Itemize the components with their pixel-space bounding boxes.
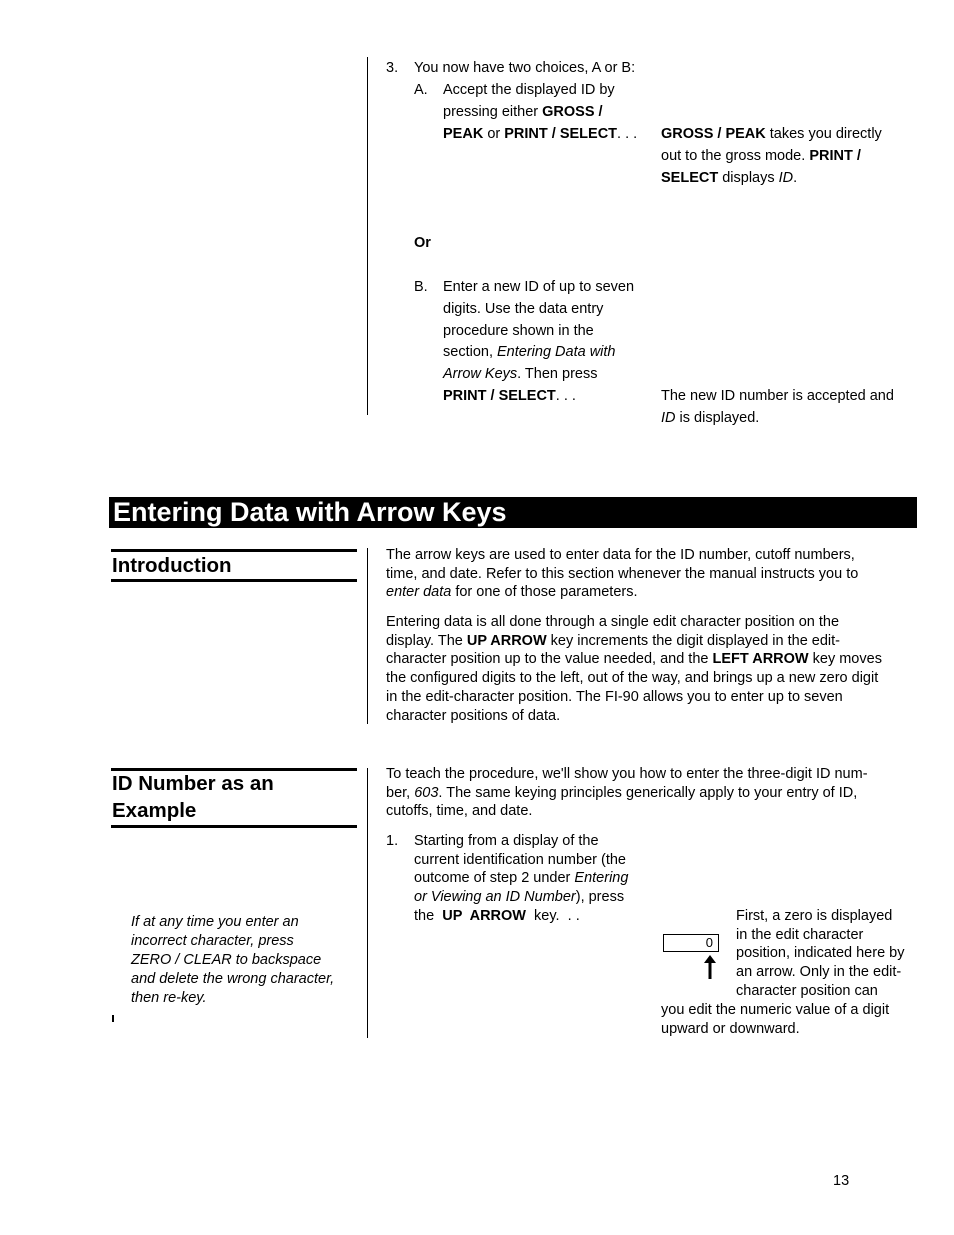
choice-b-line-3: procedure shown in the [443, 322, 594, 339]
step-1-text [414, 832, 654, 926]
step-1-result-line-2: in the edit character [736, 926, 864, 943]
step-1-result [736, 907, 936, 1001]
step-1-line-5: the UP ARROW key. . . [414, 907, 580, 924]
choice-a-line-2: pressing either GROSS / [443, 103, 603, 120]
side-note-line-1: If at any time you enter an [131, 914, 299, 930]
intro-p2-line-4: the configured digits to the left, out of the way, and brings up a new zero digit [386, 670, 879, 687]
step-1-result-line-6: you edit the numeric value of a digit [661, 1002, 890, 1018]
or-label: Or [414, 235, 431, 251]
step-1-result-line-7: upward or downward. [661, 1020, 800, 1037]
step-1-line-1: Starting from a display of the [414, 833, 599, 849]
side-note-line-3: ZERO / CLEAR to backspace [131, 952, 322, 968]
choice-b-line-5: Arrow Keys. Then press [443, 366, 598, 383]
step-1-result-continued [661, 1001, 931, 1038]
example-paragraph [386, 765, 926, 821]
example-line-2: ber, 603. The same keying principles generically apply to your entry of ID, [386, 784, 858, 801]
edit-position-arrow-icon [704, 955, 716, 979]
column-rule-example [367, 768, 368, 1038]
intro-heading-rule-bottom [111, 579, 357, 582]
intro-paragraph-1 [386, 546, 926, 602]
step-3-number: 3. [386, 60, 399, 76]
choice-a-line-3: PEAK or PRINT / SELECT. . . [443, 125, 638, 142]
choice-b-result [661, 386, 921, 430]
example-heading [112, 770, 356, 824]
intro-p2-line-2: display. The UP ARROW key increments the digit displayed in the edit- [386, 632, 841, 649]
result-a-line-1: GROSS / PEAK takes you directly [661, 126, 882, 142]
side-note [131, 913, 361, 1008]
example-heading-rule-bottom [111, 825, 357, 828]
result-b-line-2: ID is displayed. [661, 409, 760, 426]
step-1-result-line-4: an arrow. Only in the edit- [736, 964, 902, 981]
section-banner-title: Entering Data with Arrow Keys [109, 497, 917, 528]
step-1-line-4: or Viewing an ID Number), press [414, 889, 625, 906]
margin-tick-mark [112, 1015, 114, 1022]
intro-p1-line-3: enter data for one of those parameters. [386, 584, 638, 601]
result-b-line-1: The new ID number is accepted and [661, 388, 894, 404]
step-1-result-line-5: character position can [736, 982, 878, 999]
choice-b-line-2: digits. Use the data entry [443, 300, 604, 317]
choice-a-result [661, 124, 921, 189]
intro-paragraph-2 [386, 613, 926, 725]
intro-p2-line-3: character position up to the value needed, and the LEFT ARROW key moves [386, 651, 882, 668]
intro-p1-line-2: time, and date. Refer to this section whenever the manual instructs you to [386, 565, 859, 582]
display-illustration: 0 [663, 934, 719, 952]
intro-p2-line-5: in the edit-character position. The FI-90 allows you to enter up to seven [386, 688, 843, 705]
step-1-line-2: current identification number (the [414, 851, 626, 868]
side-note-line-5: then re-key. [131, 990, 207, 1006]
side-note-line-2: incorrect character, press [131, 933, 294, 949]
choice-b-line-4: section, Entering Data with [443, 344, 616, 361]
example-heading-line-1: ID Number as an [112, 772, 274, 795]
choice-a-line-1: Accept the displayed ID by [443, 82, 615, 98]
example-heading-line-2: Example [112, 799, 197, 822]
example-line-1: To teach the procedure, we'll show you how to enter the three-digit ID num- [386, 766, 868, 782]
choice-b-letter: B. [414, 279, 428, 295]
choice-b-line-1: Enter a new ID of up to seven [443, 279, 635, 295]
side-note-line-4: and delete the wrong character, [131, 971, 335, 987]
step-1-line-3: outcome of step 2 under Entering [414, 870, 629, 887]
introduction-heading: Introduction [112, 554, 232, 577]
column-rule-intro [367, 548, 368, 724]
result-a-line-3: SELECT displays ID. [661, 169, 798, 186]
step-1-result-line-1: First, a zero is displayed [736, 908, 893, 924]
intro-p2-line-1: Entering data is all done through a single edit character position on the [386, 614, 840, 630]
choice-a-text [443, 80, 658, 145]
step-1-number: 1. [386, 833, 399, 849]
column-rule-top [367, 57, 368, 415]
step-3-text: You now have two choices, A or B: [414, 60, 636, 76]
choice-b-text [443, 277, 658, 408]
choice-b-line-6: PRINT / SELECT. . . [443, 387, 576, 404]
result-a-line-2: out to the gross mode. PRINT / [661, 147, 861, 164]
example-line-3: cutoffs, time, and date. [386, 803, 533, 820]
page-number: 13 [833, 1173, 850, 1189]
intro-p1-line-1: The arrow keys are used to enter data for the ID number, cutoff numbers, [386, 547, 855, 563]
choice-a-letter: A. [414, 82, 428, 98]
intro-p2-line-6: character positions of data. [386, 707, 561, 724]
step-1-result-line-3: position, indicated here by [736, 945, 905, 962]
